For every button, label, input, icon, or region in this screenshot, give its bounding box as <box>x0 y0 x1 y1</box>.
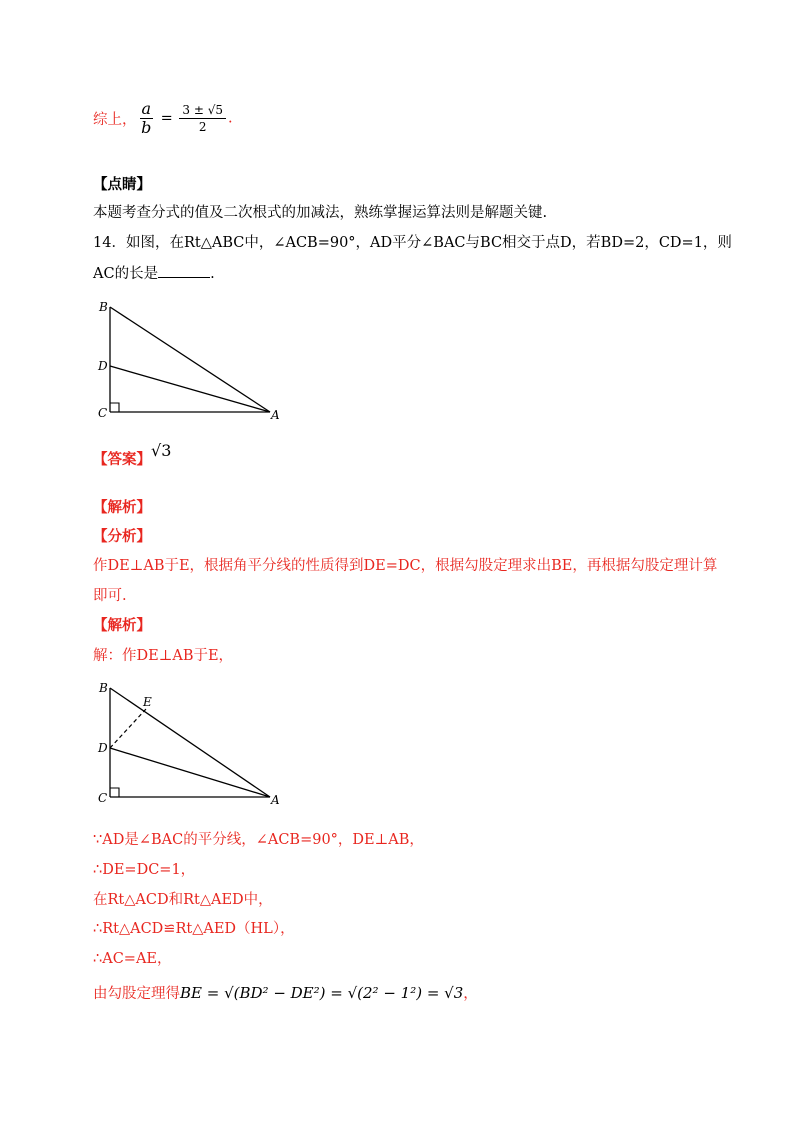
answer-line <box>93 441 172 469</box>
answer-value: √3 <box>151 441 172 460</box>
label-d: D <box>98 359 108 373</box>
question-line-2-suffix: . <box>210 266 215 282</box>
segment-ba <box>110 688 270 797</box>
question-line-2-prefix: AC的长是 <box>93 266 159 282</box>
summary-suffix: . <box>228 110 233 127</box>
dianjing-heading: 【点睛】 <box>93 176 151 193</box>
step-1: ∵AD是∠BAC的平分线，∠ACB=90°，DE⊥AB， <box>93 832 424 848</box>
summary-prefix: 综上， <box>93 112 137 128</box>
fenxi-heading: 【分析】 <box>93 528 151 545</box>
step-6-prefix: 由勾股定理得 <box>93 986 180 1002</box>
step-6 <box>93 982 478 1003</box>
question-line-2 <box>93 262 215 283</box>
triangle-figure-2 <box>95 675 290 810</box>
segment-ba <box>110 307 270 412</box>
step-6-suffix: ， <box>463 986 478 1002</box>
label-a: A <box>271 408 280 422</box>
label-c: C <box>98 406 108 420</box>
label-a: A <box>271 793 280 807</box>
step-3: 在Rt△ACD和Rt△AED中， <box>93 892 273 908</box>
fraction-denominator: b <box>141 118 152 137</box>
right-angle-mark <box>110 788 119 797</box>
answer-blank <box>158 265 210 278</box>
solution-intro: 解：作DE⊥AB于E， <box>93 648 234 664</box>
label-b: B <box>99 300 108 314</box>
step-4: ∴Rt△ACD≌Rt△AED（HL）， <box>93 921 295 937</box>
segment-da <box>110 366 270 412</box>
solution-heading: 【解析】 <box>93 617 151 634</box>
dianjing-text: 本题考查分式的值及二次根式的加减法，熟练掌握运算法则是解题关键. <box>93 205 548 221</box>
segment-da <box>110 748 270 797</box>
triangle-figure-1 <box>95 295 290 425</box>
question-line-1: 14．如图，在Rt△ABC中，∠ACB=90°，AD平分∠BAC与BC相交于点D，若BD=2，CD=1，则 <box>93 235 732 251</box>
fenxi-line-1: 作DE⊥AB于E，根据角平分线的性质得到DE=DC，根据勾股定理求出BE，再根据勾股定理计算 <box>93 558 718 574</box>
step-5: ∴AC=AE， <box>93 951 172 967</box>
result-denominator: 2 <box>198 120 207 134</box>
summary-line <box>93 100 233 137</box>
step-2: ∴DE=DC=1， <box>93 862 196 878</box>
label-b: B <box>99 681 108 695</box>
jiexi-heading: 【解析】 <box>93 499 151 516</box>
equals-sign: = <box>156 110 178 127</box>
fraction-a-over-b <box>140 100 154 137</box>
label-e: E <box>143 695 152 709</box>
result-numerator: 3 ± √5 <box>179 102 226 119</box>
result-fraction <box>179 102 226 135</box>
step-6-formula: BE = √(BD² − DE²) = √(2² − 1²) = √3 <box>180 984 464 1002</box>
label-c: C <box>98 791 108 805</box>
label-d: D <box>98 741 108 755</box>
right-angle-mark <box>110 403 119 412</box>
answer-label: 【答案】 <box>93 451 151 468</box>
fraction-numerator: a <box>141 99 152 118</box>
fenxi-line-2: 即可. <box>93 588 127 604</box>
segment-de-dashed <box>110 709 146 748</box>
